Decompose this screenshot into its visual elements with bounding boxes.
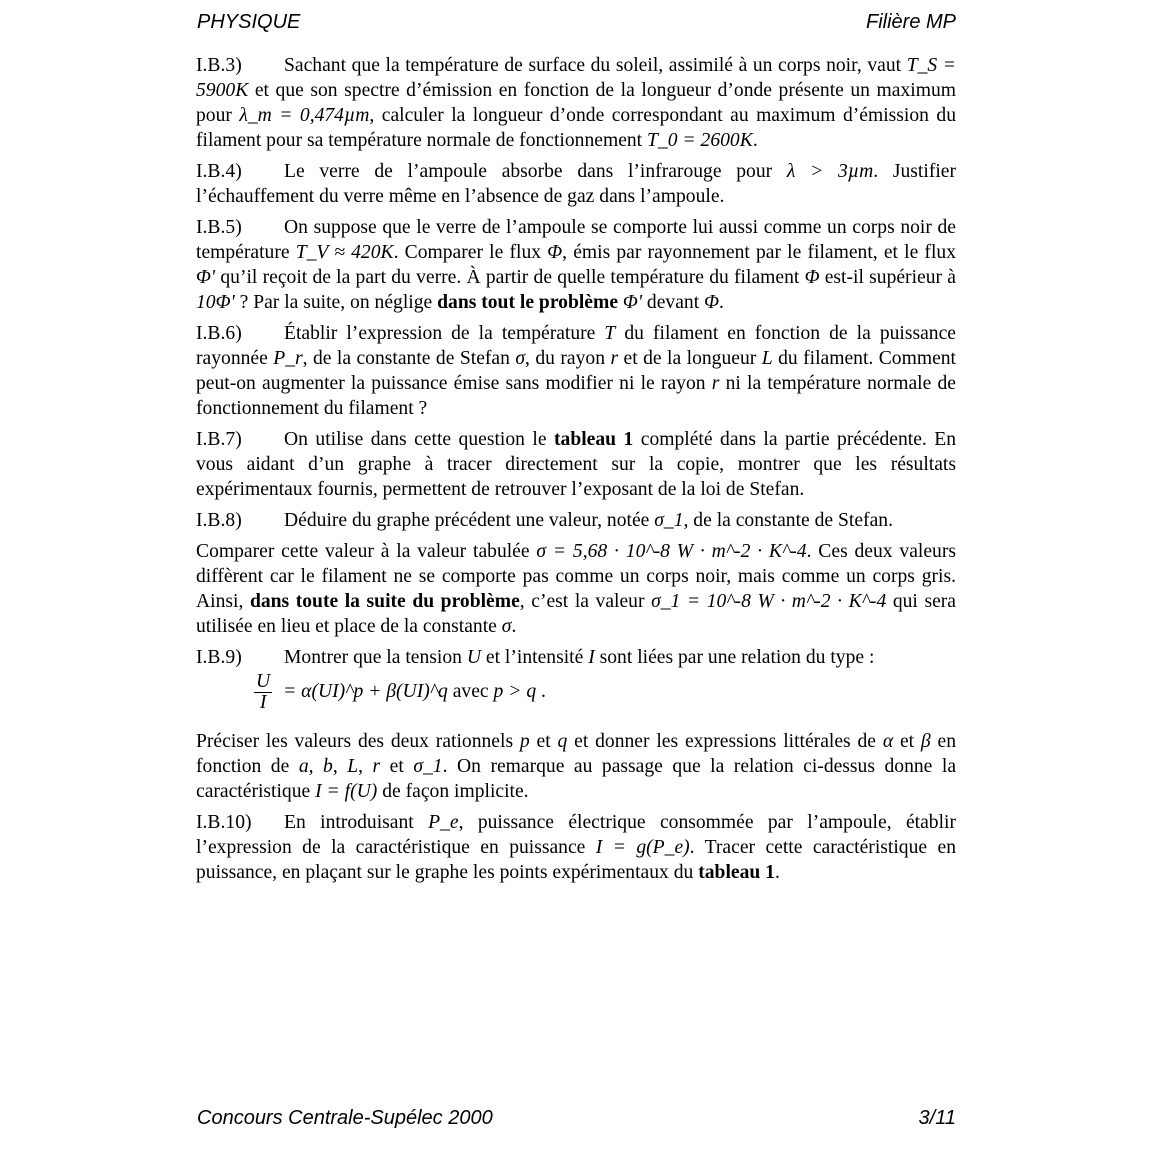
equation-u-over-i [254,672,956,713]
header-track: Filière MP [865,11,956,33]
text: On suppose que le verre de l’ampoule se comporte lui aussi comme un corps noir de température [196,217,956,263]
question-I-B-10 [196,810,956,885]
text: et [529,731,558,752]
text: . [718,292,724,313]
bold-text: tableau 1 [698,862,775,883]
math-sigma-value: σ = 5,68 · 10^-8 W · m^-2 · K^-4 [536,541,807,562]
math-phi-prime: Φ' [618,292,643,313]
text: , de la constante de Stefan [302,348,516,369]
text: est-il supérieur à [819,267,956,288]
text: de façon implicite. [377,781,529,802]
math-phi: Φ [804,267,820,288]
math-tv: T_V ≈ 420K [295,242,394,263]
equation-rhs: = α(UI)^p + β(UI)^q [278,681,448,702]
math-t0: T_0 = 2600K [647,130,753,151]
text: , puissance électrique consommée par l’ampoule, établir l’expression de la caractéristique en puissance [196,812,957,858]
paragraph-sigma-comparison [196,539,956,639]
text: , c’est la valeur [519,591,652,612]
text: qu’il reçoit de la part du verre. À partir de quelle température du filament [215,267,805,288]
fraction [254,672,272,713]
text: avec [447,681,494,702]
math-beta: β [920,731,931,752]
text: qui sera utilisée en lieu et place de la constante [196,591,956,637]
text: et donner les expressions littérales de [567,731,883,752]
text: . [511,616,517,637]
math-lambda: λ > 3µm [786,161,874,182]
math-p: p [519,731,530,752]
text: et [893,731,921,752]
math-pr: P_r [273,348,303,369]
question-number: I.B.3) [196,55,242,76]
math-pe: P_e [428,812,459,833]
equation-condition: p > q [493,681,537,702]
math-ts: T_S = 5900K [196,55,956,101]
text: du filament. Comment peut-on augmenter la puissance émise sans modifier ni le rayon [196,348,957,394]
text: , du rayon [525,348,611,369]
math-sigma: σ [515,348,526,369]
math-r: r [610,348,619,369]
math-sigma1-value: σ_1 = 10^-8 W · m^-2 · K^-4 [651,591,887,612]
text: , émis par rayonnement par le filament, et le flux [562,242,956,263]
math-phi: Φ [547,242,563,263]
question-number: I.B.9) [196,647,242,668]
text: , de la constante de Stefan. [683,510,893,531]
text: . [774,862,780,883]
math-phi: Φ [704,292,719,313]
math-r: r [711,373,720,394]
text: ni la température normale de fonctionnement du filament ? [196,373,957,419]
header-subject: PHYSIQUE [197,11,301,33]
text: , [332,756,348,777]
question-I-B-3 [196,53,956,153]
text: . Comparer le flux [393,242,548,263]
text: du filament en fonction de la puissance rayonnée [196,323,956,369]
math-10phi-prime: 10Φ' [196,292,235,313]
bold-text: tableau 1 [554,429,634,450]
question-I-B-7 [196,427,956,502]
text: . On remarque au passage que la relation ci-dessus donne la caractéristique [196,756,957,802]
text: En introduisant [284,812,429,833]
math-phi-prime: Φ' [196,267,216,288]
math-l: L [347,756,359,777]
question-number: I.B.10) [196,812,252,833]
text: complété dans la partie précédente. En vous aidant d’un graphe à tracer directement sur la copie, montrer que les résultats expérimentaux fournis, permettent de retrouver l’exposant de la loi de Stefan. [196,429,957,500]
math-q: q [557,731,568,752]
question-I-B-9 [196,645,956,670]
text: devant [642,292,705,313]
fraction-numerator: U [256,671,271,692]
text: Le verre de l’ampoule absorbe dans l’infrarouge pour [284,161,787,182]
math-i-g-pe: I = g(P_e) [595,837,690,858]
text: Déduire du graphe précédent une valeur, notée [284,510,655,531]
math-b: b [323,756,333,777]
text: , calculer la longueur d’onde correspondant au maximum d’émission du filament pour sa température normale de fonctionnement [196,105,956,151]
bold-text: dans toute la suite du problème [249,591,520,612]
bold-text: dans tout le problème [437,292,619,313]
question-number: I.B.6) [196,323,242,344]
math-t: T [604,323,616,344]
question-number: I.B.5) [196,217,242,238]
text: ? Par la suite, on néglige [234,292,438,313]
question-number: I.B.8) [196,510,242,531]
text: . Ces deux valeurs diffèrent car le filament ne se comporte pas comme un corps noir, mais comme un corps gris. Ainsi, [196,541,957,612]
text: , [358,756,373,777]
text: , [308,756,324,777]
text: On utilise dans cette question le [284,429,554,450]
text: et de la longueur [618,348,762,369]
text: et [380,756,414,777]
text: Sachant que la température de surface du soleil, assimilé à un corps noir, vaut [284,55,907,76]
question-I-B-8 [196,508,956,533]
text: . Justifier l’échauffement du verre même en l’absence de gaz dans l’ampoule. [196,161,957,207]
paragraph-rationals [196,729,956,804]
footer-page-number: 3/11 [918,1107,956,1129]
fraction-denominator: I [259,692,267,713]
math-u: U [466,647,481,668]
question-number: I.B.7) [196,429,242,450]
math-l: L [761,348,773,369]
text: . [536,681,546,702]
math-i-f-u: I = f(U) [315,781,378,802]
math-i: I [588,647,595,668]
math-sigma1: σ_1 [413,756,443,777]
math-r: r [372,756,381,777]
text: Comparer cette valeur à la valeur tabulée [196,541,537,562]
math-sigma1: σ_1 [654,510,684,531]
question-I-B-6 [196,321,956,421]
text: et l’intensité [481,647,589,668]
math-lambda-m: λ_m = 0,474µm [239,105,370,126]
text: . Tracer cette caractéristique en puissance, en plaçant sur le graphe les points expérimentaux du [196,837,956,883]
text: . [752,130,758,151]
math-alpha: α [882,731,894,752]
text: Montrer que la tension [284,647,467,668]
math-sigma: σ [501,616,512,637]
page-body [196,53,956,891]
text: sont liées par une relation du type : [594,647,875,668]
text: en fonction de [196,731,957,777]
question-number: I.B.4) [196,161,242,182]
footer-exam: Concours Centrale-Supélec 2000 [197,1107,493,1129]
text: et que son spectre d’émission en fonction de la longueur d’onde présente un maximum pour [196,80,956,126]
text: Préciser les valeurs des deux rationnels [196,731,520,752]
math-a: a [298,756,309,777]
text: Établir l’expression de la température [284,323,605,344]
question-I-B-4 [196,159,956,209]
question-I-B-5 [196,215,956,315]
